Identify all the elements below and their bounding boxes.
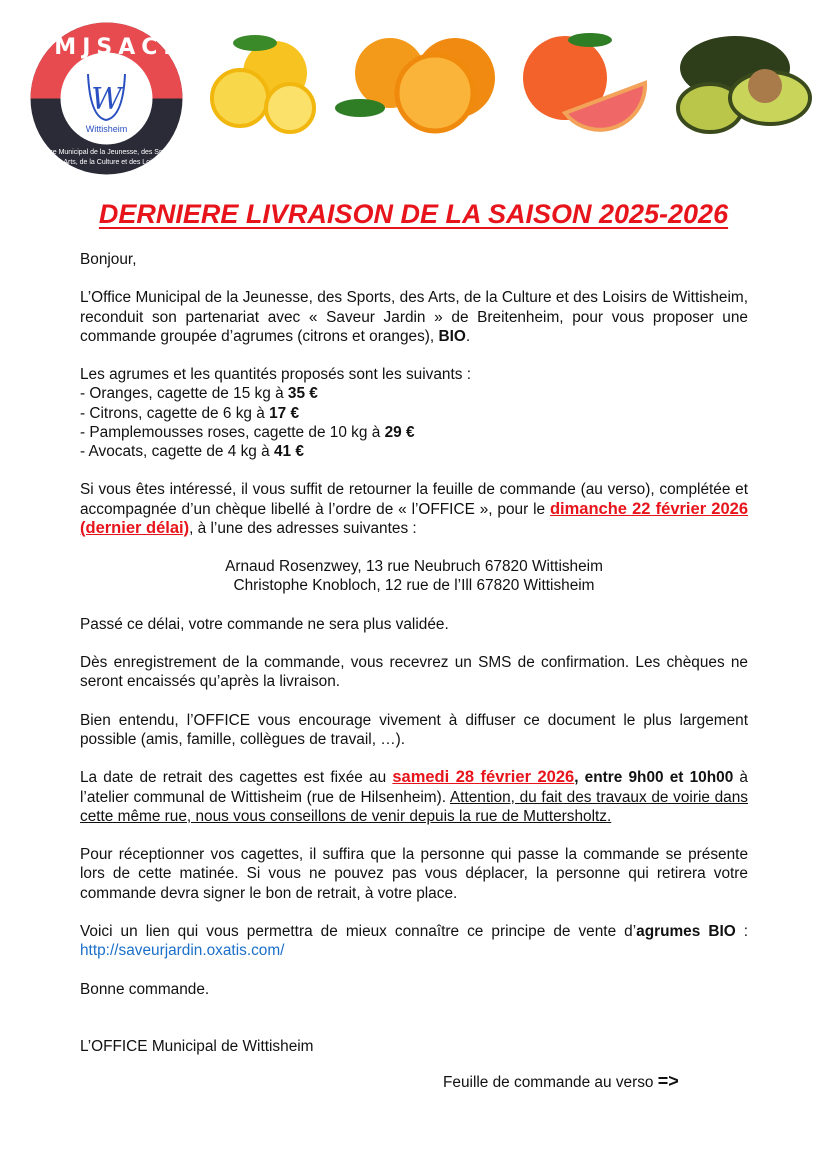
list-item: - Oranges, cagette de 15 kg à	[80, 385, 288, 403]
addresses: Arnaud Rosenzwey, 13 rue Neubruch 67820 Wittisheim Christophe Knobloch, 12 rue de l’Ill 67820 Wittisheim	[225, 558, 603, 595]
order-paragraph: Si vous êtes intéressé, il vous suffit de retourner la feuille de commande (au verso), complétée et accompagnée d’un chèque libellé à l’ordre de « l’OFFICE », pour le dimanche 22 février 2026 (dernier délai), à l’une des adresses suivantes :	[80, 481, 748, 537]
late-notice: Passé ce délai, votre commande ne sera plus validée.	[80, 615, 449, 633]
list-item: - Pamplemousses roses, cagette de 10 kg à	[80, 423, 385, 441]
verso-note: Feuille de commande au verso =>	[443, 1071, 679, 1091]
reception-paragraph: Pour réceptionner vos cagettes, il suffira que la personne qui passe la commande se présente lors de cette matinée. Si vous ne pouvez pas vous déplacer, la personne qui retirera votre commande devra signer le bon de retrait, à votre place.	[80, 846, 748, 902]
oranges-image	[330, 28, 505, 138]
product-list: Les agrumes et les quantités proposés sont les suivants : - Oranges, cagette de 15 kg à 35 € - Citrons, cagette de 6 kg à 17 € - Pamplemousses roses, cagette de 10 kg à 29 € - Avocats, cagette de 4 kg à 41 €	[80, 366, 471, 460]
svg-text:des Arts, de la Culture et des: des Arts, de la Culture et des Loisirs	[50, 159, 163, 166]
closing: Bonne commande.	[80, 980, 210, 998]
omjsacl-logo	[30, 22, 183, 175]
arrow-icon: =>	[657, 1071, 679, 1091]
pickup-warning: Attention, du fait des travaux de voirie dans cette même rue, nous vous conseillons de venir depuis la rue de Muttersholtz.	[80, 788, 748, 825]
list-item: - Citrons, cagette de 6 kg à	[80, 404, 270, 422]
pickup-date: samedi 28 février 2026	[392, 768, 575, 787]
sms-paragraph: Dès enregistrement de la commande, vous recevrez un SMS de confirmation. Les chèques ne seront encaissés qu’après la livraison.	[80, 654, 748, 691]
svg-text:Office Municipal de la Jeuness: Office Municipal de la Jeunesse, des Sports	[38, 149, 175, 156]
svg-text:W: W	[91, 82, 122, 117]
svg-text:Wittisheim: Wittisheim	[85, 124, 128, 134]
grapefruit-image	[520, 28, 650, 138]
list-item: - Avocats, cagette de 4 kg à	[80, 443, 274, 460]
greeting: Bonjour,	[80, 251, 137, 268]
saveur-jardin-link[interactable]: http://saveurjardin.oxatis.com/	[80, 942, 285, 960]
pickup-paragraph: La date de retrait des cagettes est fixée au samedi 28 février 2026, entre 9h00 et 10h00 à l’atelier communal de Wittisheim (rue de Hilsenheim). Attention, du fait des travaux de voirie dans cette même rue, nous vous conseillons de venir depuis la rue de Muttersholtz.	[80, 768, 748, 825]
svg-text:OMJSACL: OMJSACL	[30, 35, 183, 60]
header	[0, 0, 827, 180]
intro-paragraph: L’Office Municipal de la Jeunesse, des Sports, des Arts, de la Culture et des Loisirs de Wittisheim, reconduit son partenariat avec « Saveur Jardin » de Breitenheim, pour vous proposer une commande groupée d’agrumes (citrons et oranges), BIO.	[80, 289, 748, 345]
signature: L’OFFICE Municipal de Wittisheim	[80, 1037, 314, 1055]
page-title: DERNIERE LIVRAISON DE LA SAISON 2025-2026	[98, 199, 729, 229]
lemons-image	[205, 28, 325, 138]
share-paragraph: Bien entendu, l’OFFICE vous encourage vivement à diffuser ce document le plus largement possible (amis, famille, collègues de travail, …).	[80, 711, 748, 748]
avocados-image	[675, 28, 815, 138]
link-paragraph: Voici un lien qui vous permettra de mieux connaître ce principe de vente d’agrumes BIO : http://saveurjardin.oxatis.com/	[80, 922, 749, 960]
deadline: dimanche 22 février 2026 (dernier délai)	[80, 499, 748, 537]
letter-body	[80, 250, 748, 1075]
